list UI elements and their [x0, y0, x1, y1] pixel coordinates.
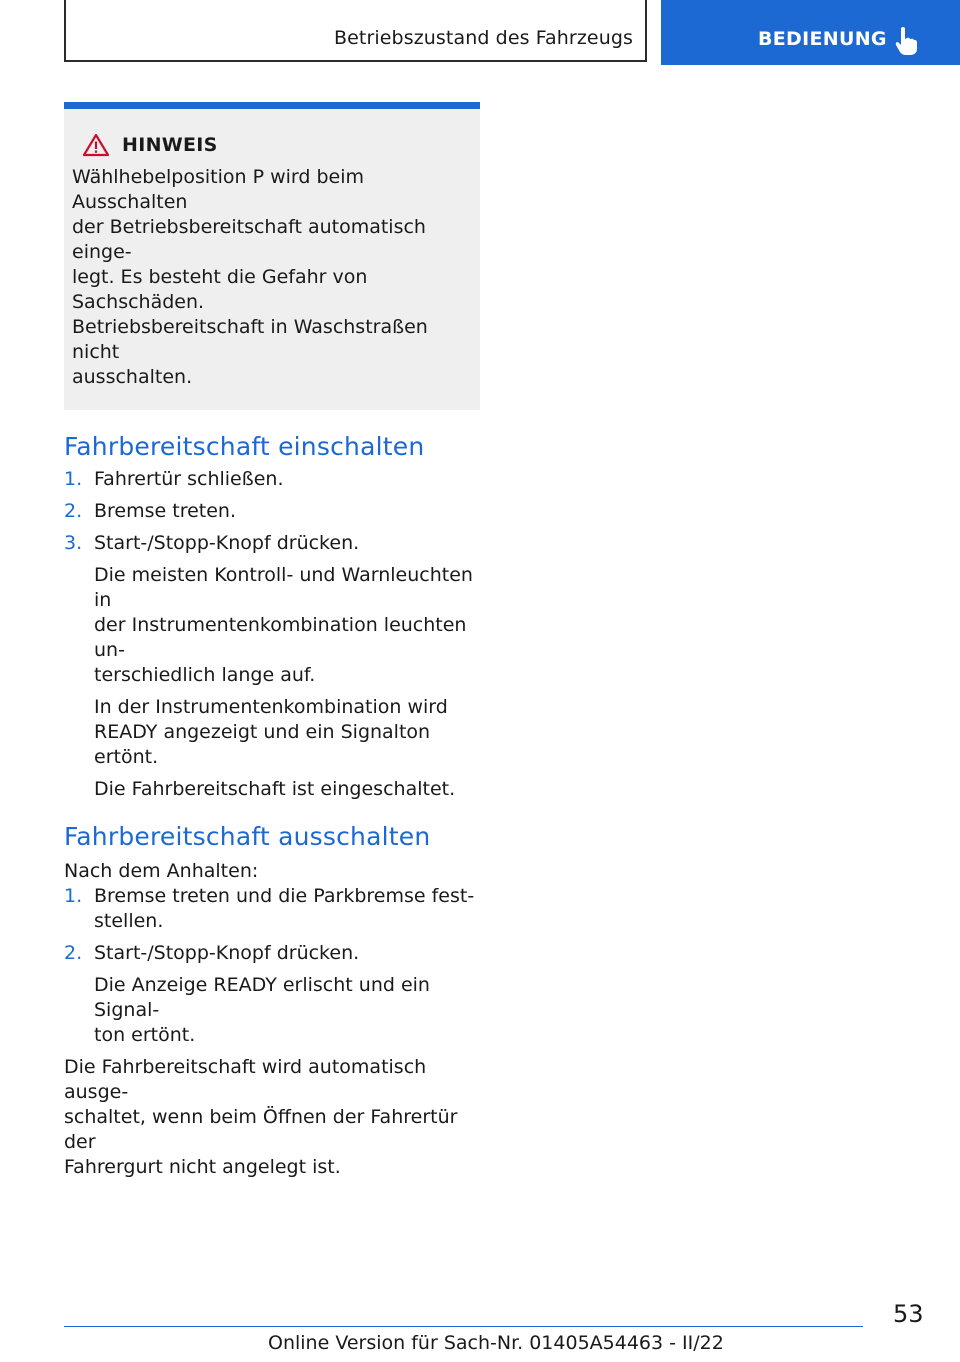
- step-number: 1.: [64, 468, 83, 490]
- notice-box: [64, 102, 480, 410]
- closing-line: Fahrergurt nicht angelegt ist.: [64, 1156, 341, 1178]
- chapter-tab[interactable]: [661, 0, 960, 65]
- notice-title: HINWEIS: [122, 134, 218, 156]
- notice-line: legt. Es besteht die Gefahr von Sachschäden.: [72, 266, 368, 313]
- pointing-hand-icon: [894, 26, 920, 56]
- step-line: stellen.: [94, 910, 164, 932]
- step-number: 1.: [64, 885, 83, 907]
- notice-line: Wählhebelposition P wird beim Ausschalten: [72, 166, 365, 213]
- notice-line: ausschalten.: [72, 366, 193, 388]
- warning-triangle-icon: [82, 133, 110, 157]
- step-detail: [94, 973, 480, 1048]
- list-item: [64, 467, 480, 492]
- step-detail: [94, 695, 480, 770]
- notice-line: der Betriebsbereitschaft automatisch einge-: [72, 216, 426, 263]
- steps-ausschalten: [64, 884, 480, 1048]
- detail-line: terschiedlich lange auf.: [94, 664, 316, 686]
- detail-line: Die meisten Kontroll- und Warnleuchten in: [94, 564, 473, 611]
- detail-line: Die Anzeige READY erlischt und ein Signal-: [94, 974, 430, 1021]
- detail-line: READY angezeigt und ein Signalton ertönt.: [94, 721, 431, 768]
- closing-line: Die Fahrbereitschaft wird automatisch ausge-: [64, 1056, 427, 1103]
- step-detail: [94, 563, 480, 688]
- footer-note: Online Version für Sach-Nr. 01405A54463 - II/22: [268, 1332, 724, 1354]
- notice-header: [82, 133, 472, 157]
- chapter-label: BEDIENUNG: [758, 28, 887, 50]
- notice-text: [72, 165, 472, 390]
- step-text: Bremse treten.: [94, 500, 237, 522]
- page-number: 53: [893, 1300, 924, 1328]
- step-text: Fahrertür schließen.: [94, 468, 284, 490]
- heading-einschalten: Fahrbereitschaft einschalten: [64, 432, 425, 461]
- list-item: [64, 884, 480, 934]
- step-detail: [94, 777, 480, 802]
- list-item: [64, 531, 480, 802]
- step-number: 2.: [64, 942, 83, 964]
- step-line: Start-/Stopp-Knopf drücken.: [94, 942, 360, 964]
- closing-line: schaltet, wenn beim Öffnen der Fahrertür der: [64, 1106, 458, 1153]
- steps-einschalten: [64, 467, 480, 802]
- step-number: 3.: [64, 532, 83, 554]
- detail-line: ton ertönt.: [94, 1024, 196, 1046]
- header-section-box: [64, 0, 647, 62]
- step-line: Bremse treten und die Parkbremse fest-: [94, 885, 475, 907]
- detail-line: der Instrumentenkombination leuchten un-: [94, 614, 467, 661]
- section-title: Betriebszustand des Fahrzeugs: [334, 27, 633, 49]
- detail-line: Die Fahrbereitschaft ist eingeschaltet.: [94, 778, 456, 800]
- step-text: Start-/Stopp-Knopf drücken.: [94, 532, 360, 554]
- main-column: [64, 102, 480, 1180]
- closing-text: [64, 1055, 480, 1180]
- detail-line: In der Instrumentenkombination wird: [94, 696, 448, 718]
- heading-ausschalten: Fahrbereitschaft ausschalten: [64, 822, 431, 851]
- step-number: 2.: [64, 500, 83, 522]
- notice-line: Betriebsbereitschaft in Waschstraßen nicht: [72, 316, 428, 363]
- footer-divider: [64, 1326, 863, 1327]
- list-item: [64, 941, 480, 1048]
- intro-text: Nach dem Anhalten:: [64, 860, 259, 882]
- list-item: [64, 499, 480, 524]
